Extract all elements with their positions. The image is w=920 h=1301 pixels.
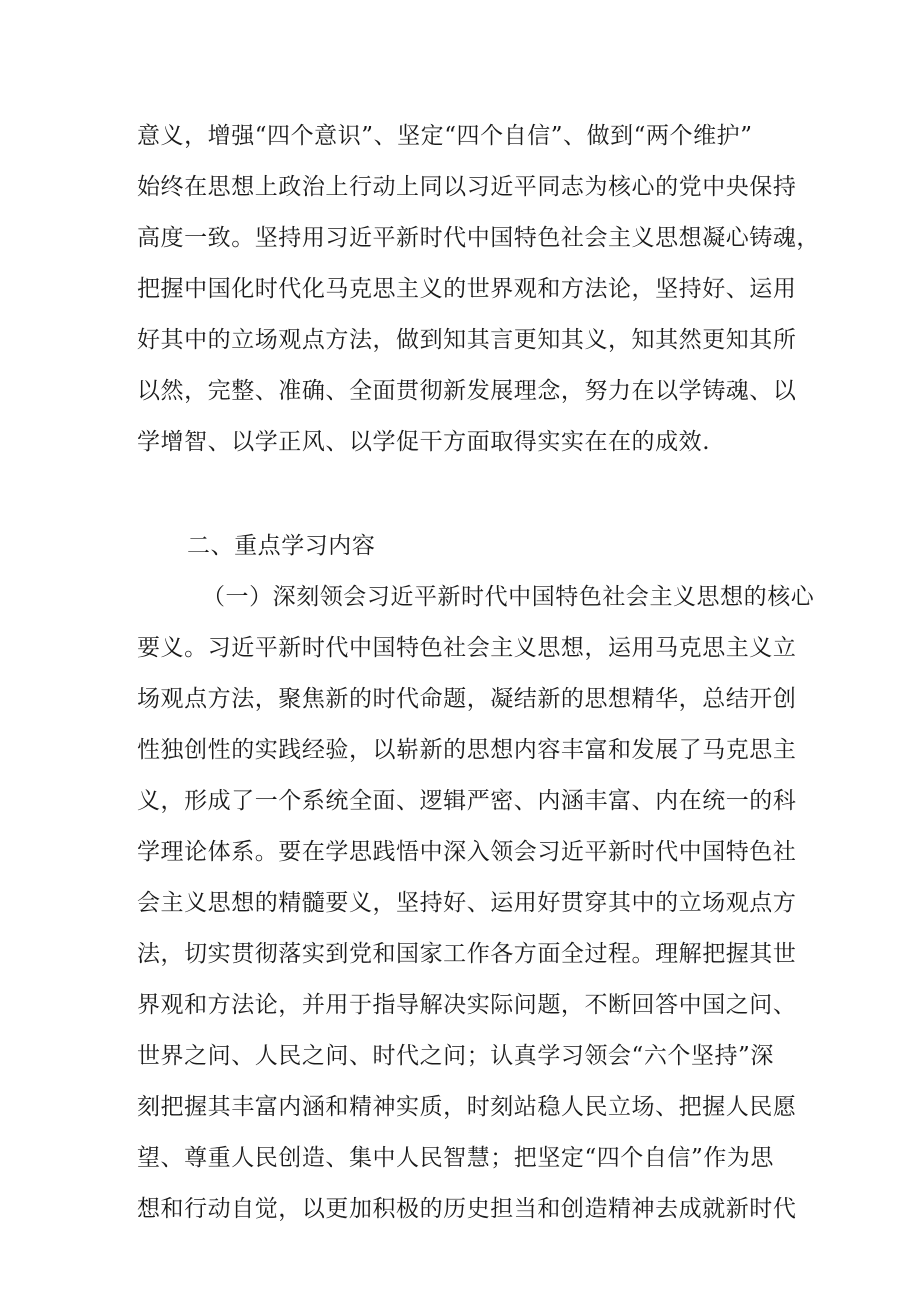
text-line: 望、尊重人民创造、集中人民智慧；把坚定“四个自信”作为思 [137,1145,774,1171]
text-line: 义，形成了一个系统全面、逻辑严密、内涵丰富、内在统一的科 [137,788,797,814]
text-line: 学理论体系。要在学思践悟中深入领会习近平新时代中国特色社 [137,839,797,865]
text-line: 世界之问、人民之问、时代之问；认真学习领会“六个坚持”深 [137,1043,774,1069]
text-line: 学增智、以学正风、以学促干方面取得实实在在的成效. [137,429,711,455]
text-line: 场观点方法，聚焦新的时代命题，凝结新的思想精华，总结开创 [137,686,797,712]
text-line: 把握中国化时代化马克思主义的世界观和方法论，坚持好、运用 [137,276,797,302]
text-line: 刻把握其丰富内涵和精神实质，时刻站稳人民立场、把握人民愿 [137,1094,797,1120]
text-line: 想和行动自觉，以更加积极的历史担当和创造精神去成就新时代 [137,1196,797,1222]
text-line: 以然，完整、准确、全面贯彻新发展理念，努力在以学铸魂、以 [137,378,797,404]
text-line: 好其中的立场观点方法，做到知其言更知其义，知其然更知其所 [137,327,797,353]
text-line: 性独创性的实践经验，以崭新的思想内容丰富和发展了马克思主 [137,737,797,763]
text-line: 法，切实贯彻落实到党和国家工作各方面全过程。理解把握其世 [137,941,797,967]
text-line: 意义，增强“四个意识”、坚定“四个自信”、做到“两个维护” [137,123,753,149]
text-line: 始终在思想上政治上行动上同以习近平同志为核心的党中央保持 [137,174,797,200]
text-line: （一）深刻领会习近平新时代中国特色社会主义思想的核心 [202,584,815,610]
text-line: 界观和方法论，并用于指导解决实际问题，不断回答中国之问、 [137,992,797,1018]
section-heading: 二、重点学习内容 [187,533,376,559]
text-line: 会主义思想的精髓要义，坚持好、运用好贯穿其中的立场观点方 [137,890,797,916]
text-line: 高度一致。坚持用习近平新时代中国特色社会主义思想凝心铸魂， [137,225,820,251]
text-line: 要义。习近平新时代中国特色社会主义思想，运用马克思主义立 [137,635,797,661]
